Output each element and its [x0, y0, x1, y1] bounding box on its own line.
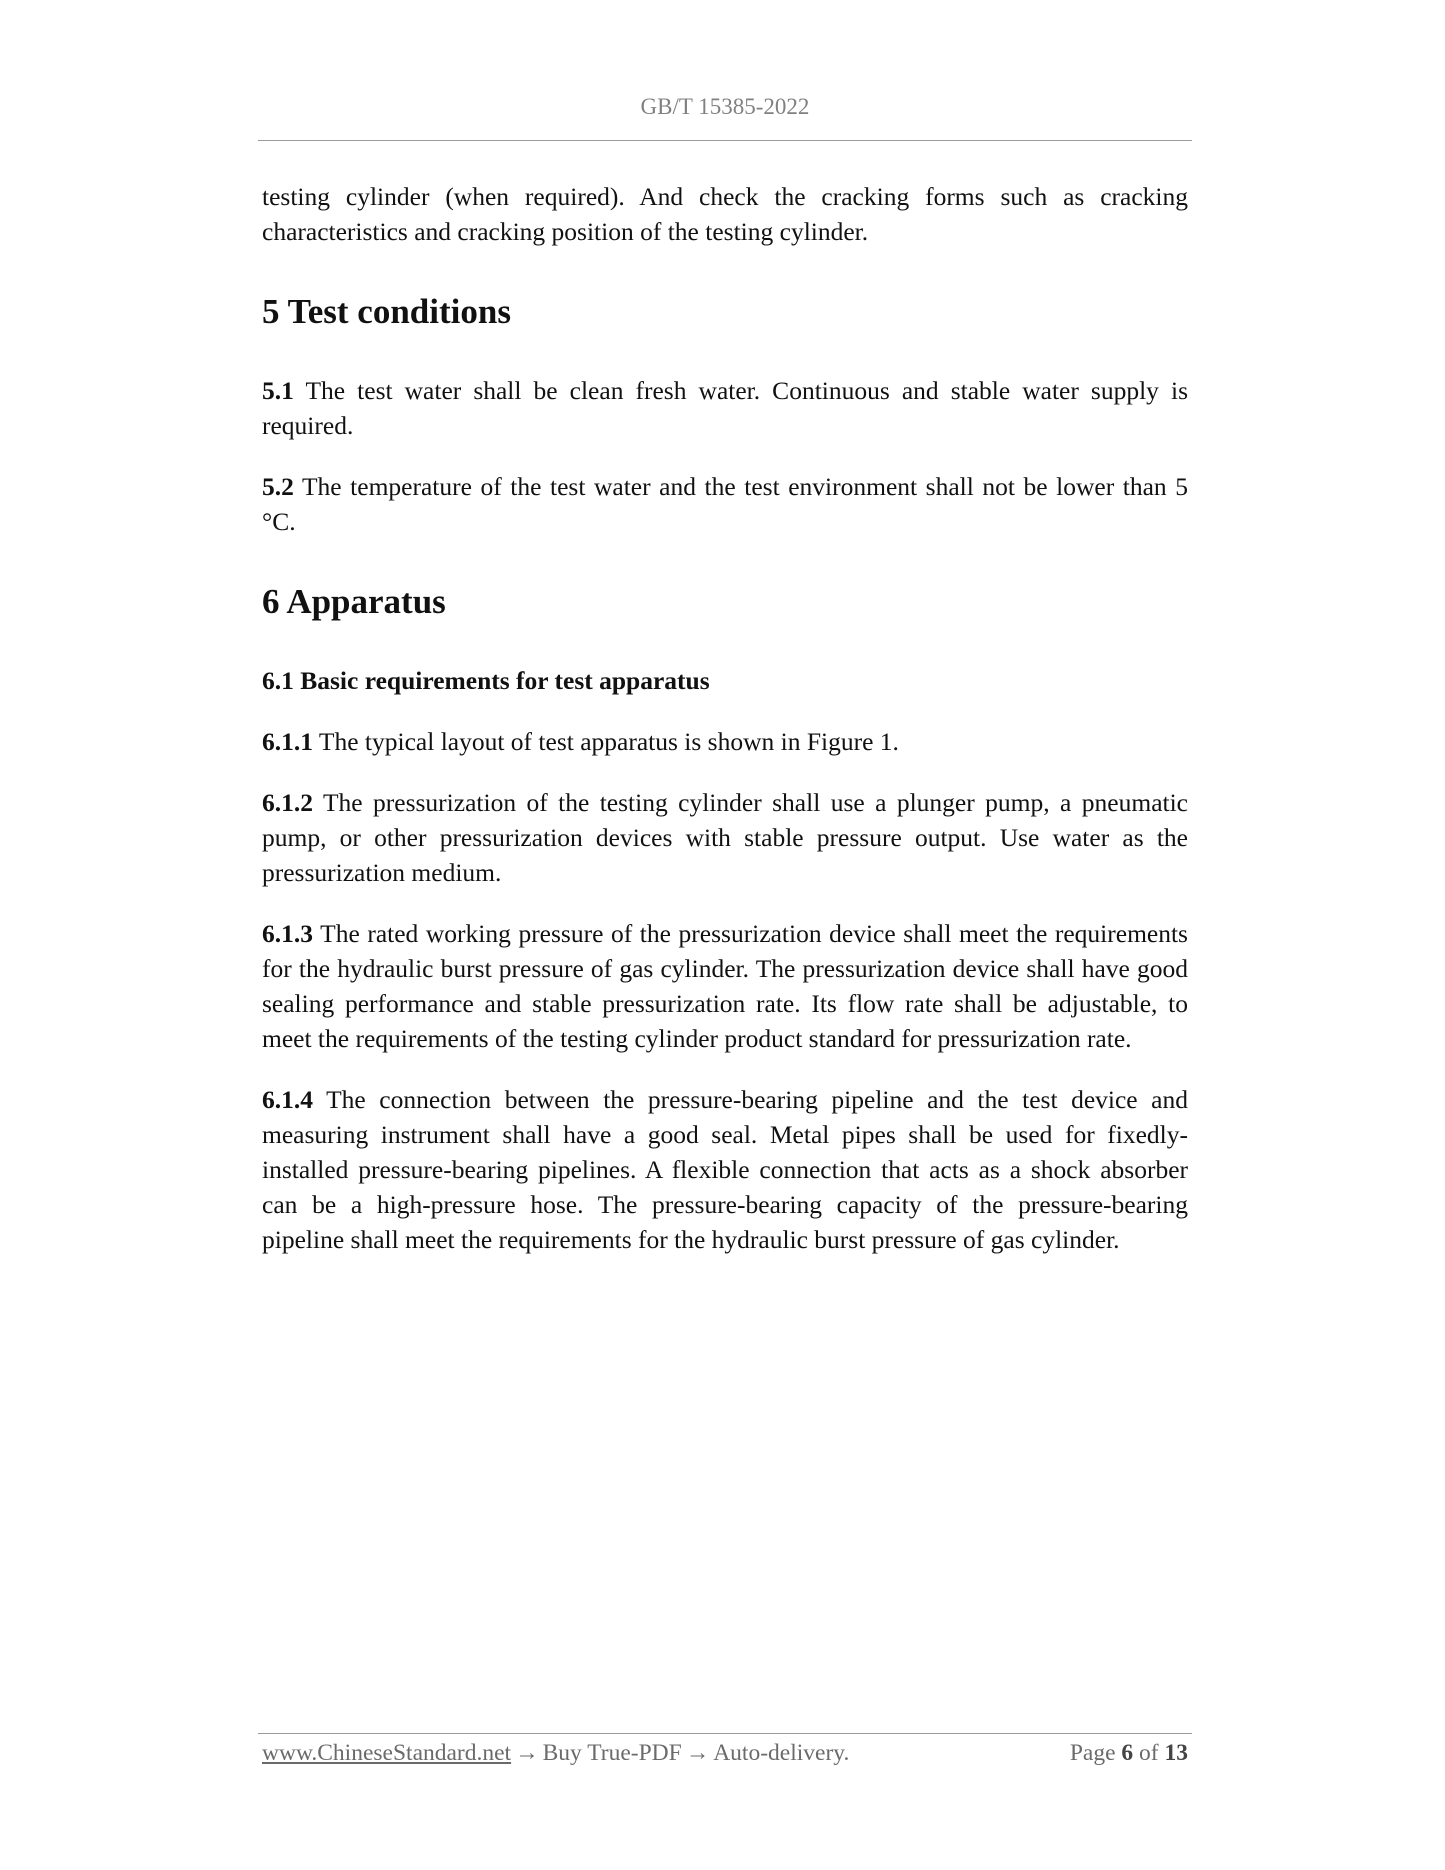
section-5-title: 5 Test conditions	[262, 292, 511, 331]
clause-number: 5.1	[262, 376, 294, 405]
subsection-6-1-title: 6.1 Basic requirements for test apparatus	[262, 666, 710, 695]
page-header-doc-id: GB/T 15385-2022	[640, 94, 810, 119]
footer-promo	[262, 1737, 849, 1769]
clause-6-1-1	[262, 724, 1188, 759]
clause-text: The pressurization of the testing cylinder shall use a plunger pump, a pneumatic pump, or other pressurization devices with stable pressure output. Use water as the pressurization medium.	[262, 788, 1188, 887]
clause-text: The rated working pressure of the pressurization device shall meet the requirements for the hydraulic burst pressure of gas cylinder. The pressurization device shall have good sealing performance and stable pressurization rate. Its flow rate shall be adjustable, to meet the requirements of the testing cylinder product standard for pressurization rate.	[262, 919, 1188, 1053]
clause-text: The test water shall be clean fresh water. Continuous and stable water supply is required.	[262, 376, 1188, 440]
delivery-text: Auto-delivery.	[713, 1740, 850, 1766]
intro-paragraph: testing cylinder (when required). And check the cracking forms such as cracking characteristics and cracking position of the testing cylinder.	[262, 182, 1188, 246]
clause-5-1	[262, 373, 1188, 443]
clause-number: 6.1.4	[262, 1085, 313, 1114]
buy-text: Buy True-PDF	[542, 1740, 682, 1766]
clause-number: 6.1.3	[262, 919, 313, 948]
page-footer	[262, 1737, 1188, 1769]
clause-6-1-3	[262, 916, 1188, 1056]
main-content	[262, 179, 1188, 1257]
of-label: of	[1139, 1740, 1159, 1766]
header-divider	[258, 140, 1192, 141]
clause-text: The connection between the pressure-bearing pipeline and the test device and measuring instrument shall have a good seal. Metal pipes shall be used for fixedly-installed pressure-bearing pipelines. A flexible connection that acts as a shock absorber can be a high-pressure hose. The pressure-bearing capacity of the pressure-bearing pipeline shall meet the requirements for the hydraulic burst pressure of gas cylinder.	[262, 1085, 1188, 1254]
clause-5-2	[262, 469, 1188, 539]
page-label: Page	[1069, 1740, 1116, 1766]
clause-text: The temperature of the test water and the test environment shall not be lower than 5 °C.	[262, 472, 1188, 536]
clause-number: 5.2	[262, 472, 294, 501]
page-total: 13	[1164, 1740, 1188, 1766]
site-link[interactable]: www.ChineseStandard.net	[262, 1740, 512, 1766]
clause-text: The typical layout of test apparatus is shown in Figure 1.	[313, 727, 899, 756]
clause-6-1-2	[262, 785, 1188, 890]
arrow-right-icon: →	[685, 1740, 710, 1766]
page-current: 6	[1121, 1740, 1134, 1766]
clause-6-1-4	[262, 1082, 1188, 1257]
clause-number: 6.1.1	[262, 727, 313, 756]
page-number	[1070, 1737, 1188, 1769]
footer-divider	[258, 1733, 1192, 1734]
arrow-right-icon: →	[515, 1740, 539, 1766]
section-6-title: 6 Apparatus	[262, 582, 446, 621]
clause-number: 6.1.2	[262, 788, 313, 817]
